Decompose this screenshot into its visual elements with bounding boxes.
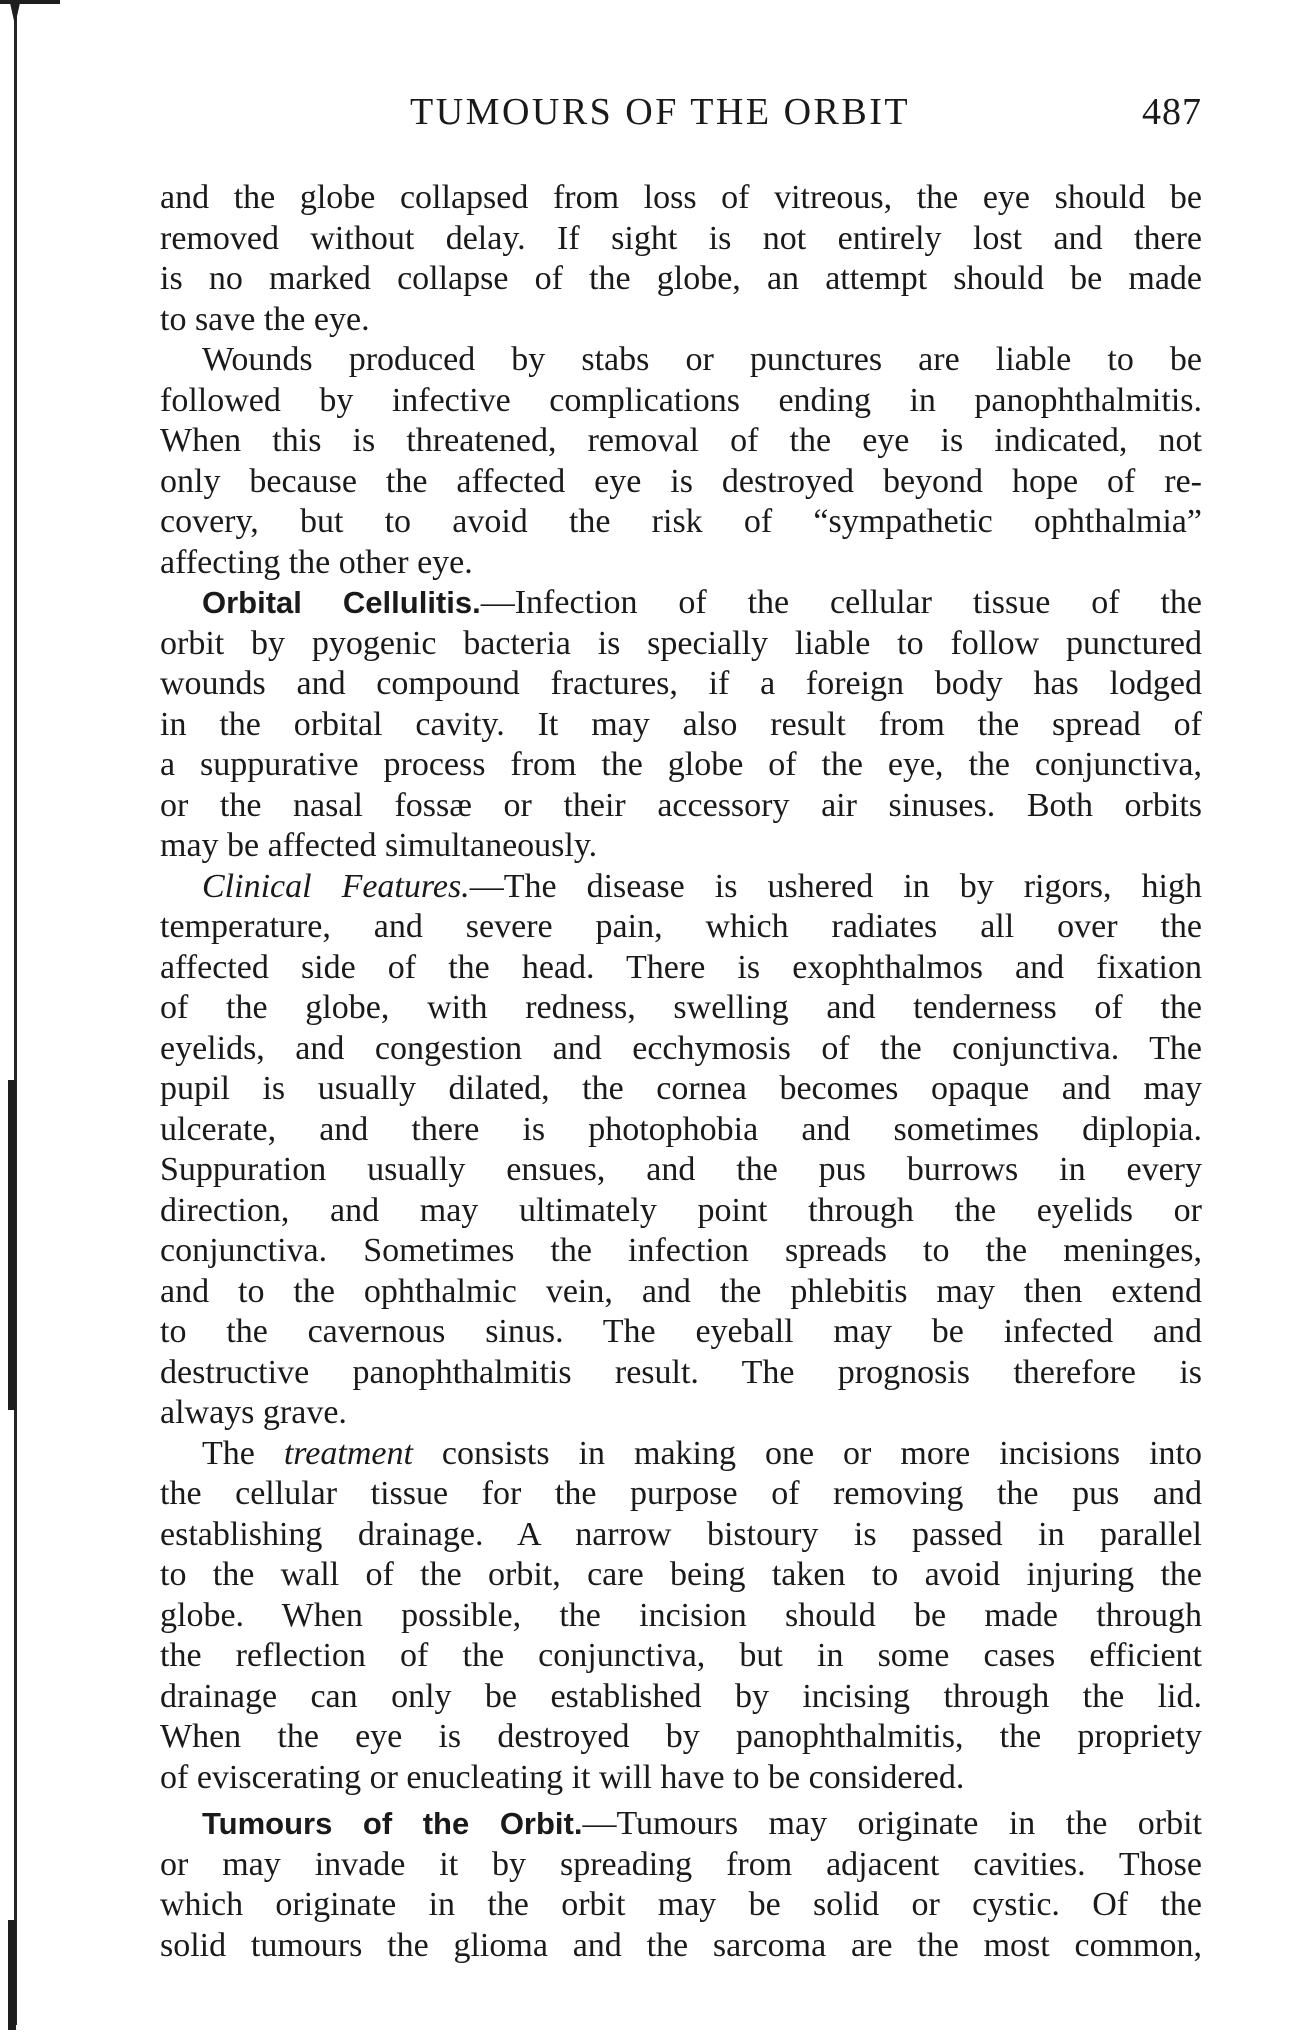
text-line — [160, 1474, 1202, 1515]
text-run: eyelids, and congestion and ecchymosis of the conjunctiva. The — [160, 1029, 1202, 1067]
text-run: a suppurative process from the globe of the eye, the conjunctiva, — [160, 746, 1202, 783]
text-run: —The disease is ushered in by rigors, high — [469, 867, 1203, 905]
text-line — [160, 786, 1202, 827]
text-run: is no marked collapse of the globe, an attempt should be made — [160, 260, 1202, 297]
text-run: Suppuration usually ensues, and the pus burrows in every — [160, 1151, 1202, 1188]
text-run: affected side of the head. There is exophthalmos and fixation — [160, 948, 1202, 986]
text-line — [160, 300, 1202, 341]
text-line — [160, 421, 1202, 462]
binding-edge — [14, 10, 17, 2025]
text-run: removed without delay. If sight is not entirely lost and there — [160, 219, 1202, 257]
text-line — [160, 1636, 1202, 1677]
text-line — [160, 705, 1202, 746]
text-run: When the eye is destroyed by panophthalmitis, the propriety — [160, 1718, 1202, 1755]
text-line — [160, 1150, 1202, 1191]
text-line — [160, 1596, 1202, 1637]
text-line — [160, 1804, 1202, 1845]
text-run: and to the ophthalmic vein, and the phlebitis may then extend — [160, 1272, 1202, 1310]
text-run: establishing drainage. A narrow bistoury is passed in parallel — [160, 1515, 1202, 1553]
text-run: wounds and compound fractures, if a foreign body has lodged — [160, 665, 1202, 702]
text-run: to the cavernous sinus. The eyeball may be infected and — [160, 1313, 1202, 1350]
text-line — [160, 1393, 1202, 1434]
running-head: TUMOURS OF THE ORBIT — [410, 91, 911, 133]
text-line — [160, 219, 1202, 260]
text-line — [160, 1926, 1202, 1967]
text-run: to the wall of the orbit, care being taken to avoid injuring the — [160, 1556, 1202, 1593]
text-line — [160, 1069, 1202, 1110]
text-line — [160, 1029, 1202, 1070]
text-line — [160, 988, 1202, 1029]
body-text — [160, 178, 1202, 1966]
text-line — [160, 745, 1202, 786]
text-run: —Tumours may originate in the orbit — [582, 1805, 1202, 1842]
text-run: or may invade it by spreading from adjacent cavities. Those — [160, 1845, 1202, 1883]
text-line — [160, 543, 1202, 584]
text-run: of eviscerating or enucleating it will have to be considered. — [160, 1758, 965, 1796]
text-run: may be affected simultaneously. — [160, 827, 598, 864]
text-run: conjunctiva. Sometimes the infection spreads to the meninges, — [160, 1232, 1202, 1269]
italic-text: Clinical Features. — [202, 867, 470, 905]
text-run: pupil is usually dilated, the cornea becomes opaque and may — [160, 1070, 1202, 1107]
text-run: globe. When possible, the incision should be made through — [160, 1596, 1202, 1634]
text-run: ulcerate, and there is photophobia and sometimes diplopia. — [160, 1110, 1202, 1148]
page-number: 487 — [1142, 91, 1202, 133]
text-run: When this is threatened, removal of the eye is indicated, not — [160, 422, 1202, 459]
text-line — [160, 502, 1202, 543]
page-header — [160, 90, 1202, 140]
text-run: The — [202, 1434, 284, 1472]
text-run: the cellular tissue for the purpose of removing the pus and — [160, 1475, 1202, 1512]
text-run: temperature, and severe pain, which radiates all over the — [160, 908, 1202, 945]
text-line — [160, 340, 1202, 381]
text-line — [160, 1191, 1202, 1232]
text-line — [160, 1110, 1202, 1151]
binding-corner-mark — [0, 0, 60, 14]
text-run: which originate in the orbit may be solid or cystic. Of the — [160, 1886, 1202, 1923]
text-line — [160, 462, 1202, 503]
binding-shadow-upper — [8, 1080, 16, 1410]
text-line — [160, 826, 1202, 867]
text-line — [160, 1272, 1202, 1313]
text-line — [160, 948, 1202, 989]
text-line — [160, 178, 1202, 219]
text-line — [160, 1555, 1202, 1596]
section-heading: Orbital Cellulitis. — [202, 585, 481, 620]
text-run: direction, and may ultimately point through the eyelids or — [160, 1191, 1202, 1229]
text-run: —Infection of the cellular tissue of the — [480, 584, 1202, 621]
text-run: to save the eye. — [160, 300, 370, 338]
text-run: consists in making one or more incisions into — [412, 1434, 1203, 1472]
text-run: the reflection of the conjunctiva, but in some cases efficient — [160, 1637, 1202, 1674]
text-run: orbit by pyogenic bacteria is specially liable to follow punctured — [160, 624, 1202, 662]
text-line — [160, 1515, 1202, 1556]
text-run: drainage can only be established by incising through the lid. — [160, 1677, 1202, 1715]
text-run: Wounds produced by stabs or punctures are liable to be — [202, 341, 1202, 378]
text-line — [160, 1758, 1202, 1799]
text-run: affecting the other eye. — [160, 543, 473, 581]
text-run: and the globe collapsed from loss of vitreous, the eye should be — [160, 179, 1202, 216]
text-run: of the globe, with redness, swelling and tenderness of the — [160, 989, 1202, 1026]
text-line — [160, 907, 1202, 948]
text-run: covery, but to avoid the risk of “sympathetic ophthalmia” — [160, 503, 1202, 540]
text-line — [160, 624, 1202, 665]
text-run: or the nasal fossæ or their accessory air sinuses. Both orbits — [160, 786, 1202, 824]
text-line — [160, 1353, 1202, 1394]
text-line — [160, 1677, 1202, 1718]
text-line — [160, 259, 1202, 300]
text-line — [160, 1845, 1202, 1886]
text-run: in the orbital cavity. It may also result from the spread of — [160, 705, 1202, 743]
text-run: destructive panophthalmitis result. The prognosis therefore is — [160, 1353, 1202, 1391]
text-line — [160, 381, 1202, 422]
text-run: followed by infective complications ending in panophthalmitis. — [160, 381, 1202, 419]
binding-shadow-lower — [8, 1920, 16, 2030]
section-heading: Tumours of the Orbit. — [202, 1806, 583, 1841]
text-run: solid tumours the glioma and the sarcoma are the most common, — [160, 1926, 1202, 1964]
text-line — [160, 1434, 1202, 1475]
text-line — [160, 664, 1202, 705]
text-line — [160, 867, 1202, 908]
text-line — [160, 1312, 1202, 1353]
text-run: only because the affected eye is destroyed beyond hope of re- — [160, 462, 1202, 500]
italic-text: treatment — [283, 1434, 413, 1472]
text-run: always grave. — [160, 1394, 347, 1431]
text-line — [160, 1885, 1202, 1926]
text-line — [160, 1717, 1202, 1758]
text-line — [160, 1231, 1202, 1272]
text-line — [160, 583, 1202, 624]
